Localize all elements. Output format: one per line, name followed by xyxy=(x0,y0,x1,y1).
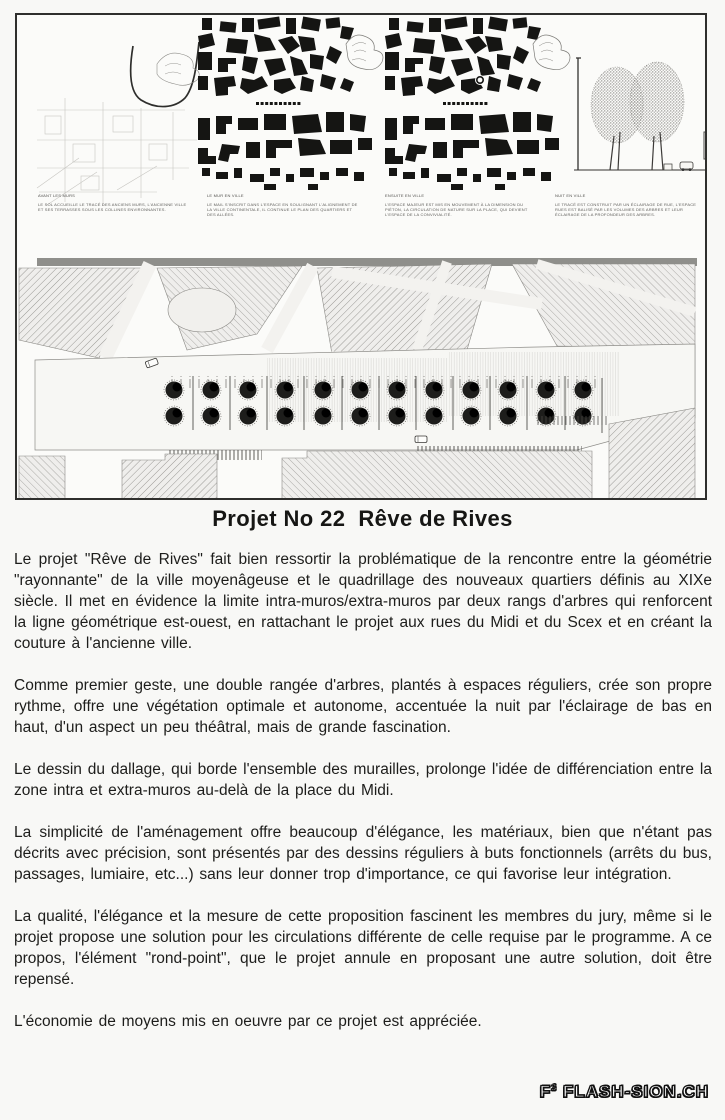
jury-report-text xyxy=(14,549,712,1053)
watermark-logo: F xyxy=(539,1082,552,1101)
sketch-map-before-walls xyxy=(37,42,199,206)
architectural-drawings xyxy=(17,15,705,498)
drawings-plate xyxy=(15,13,707,500)
panel-caption-text: L'ESPACE MAJEUR EST MIS EN MOUVEMENT À LA DIMENSION DU PIÉTON, LA CIRCULATION DE NATURE SUR LA PLACE, QUI DEVIENT L'ESPACE DE LA CONVIVIALITÉ. xyxy=(385,202,528,217)
panel-caption-text: LE SOL ACCUEILLE LE TRACÉ DES ANCIENS MURS, L'ANCIENNE VILLE ET SES TERRASSES SOUS LES COLLINES ENVIRONNANTES. xyxy=(38,202,187,212)
project-title: Projet No 22 Rêve de Rives xyxy=(212,506,513,531)
panel-caption-title: ENSUITE EN VILLE xyxy=(385,193,425,198)
watermark-logo-sup: 3 xyxy=(551,1082,558,1093)
paragraph-2: Comme premier geste, une double rangée d'arbres, plantés à espaces réguliers, crée son propre rythme, offre une végétation optimale et autonome, accentuée la nuit par l'éclairage de bas en haut, d'un aspect un peu théâtral, mais de grande fascination. xyxy=(14,677,712,736)
panel-caption-3 xyxy=(385,193,537,217)
figure-ground-map-2 xyxy=(385,17,570,190)
panel-caption-title: NUIT EN VILLE xyxy=(555,193,586,198)
paragraph-1: Le projet "Rêve de Rives" fait bien ressortir la problématique de la rencontre entre la géométrie "rayonnante" de la ville moyenâgeuse et le quadrillage des nouveaux quartiers définis au XIXe siècle. Il met en évidence la limite intra-muros/extra-muros par deux rangs d'arbres qui renforcent la ligne géométrique est-ouest, en rattachant le projet aux rues du Midi et du Scex et en créant la couture à l'ancienne ville. xyxy=(14,551,712,652)
panel-caption-title: LE MUR EN VILLE xyxy=(207,193,244,198)
figure-ground-map-1 xyxy=(198,17,383,190)
site-plan xyxy=(19,258,697,498)
panel-caption-1 xyxy=(38,193,190,212)
panel-caption-text: LE MAIL S'INSCRIT DANS L'ESPACE EN SOULIGNANT L'ALIGNEMENT DE LA VILLE CONTINENTALE, IL CONTINUE LE PLAN DES QUARTIERS ET DES ALLÉES. xyxy=(207,202,358,217)
panel-caption-2 xyxy=(207,193,359,217)
paragraph-4: La simplicité de l'aménagement offre beaucoup d'élégance, les matériaux, bien que n'étant pas décrits avec précision, sont présentés par des dessins réguliers à buts fonctionnels (arrêts du bus, passages, lumiaire, etc...) sans leur donner trop d'importance, ce qui favorise leur intégration. xyxy=(14,824,712,883)
paragraph-3: Le dessin du dallage, qui borde l'ensemble des murailles, prolonge l'idée de différenciation entre la zone intra et extra-muros au-delà de la place du Midi. xyxy=(14,761,712,799)
tree-elevation-sketch xyxy=(574,58,705,171)
paragraph-6: L'économie de moyens mis en oeuvre par ce projet est appréciée. xyxy=(14,1013,482,1030)
panel-caption-title: AVANT LES MURS xyxy=(38,193,76,198)
panel-caption-4 xyxy=(555,193,707,217)
paragraph-5: La qualité, l'élégance et la mesure de cette proposition fascinent les membres du jury, même si le projet propose une solution pour les circulations différente de celle requise par le programme. A ce propos, l'élément "rond-point", que le projet annule en proposant une autre solution, doit être repensé. xyxy=(14,908,712,988)
panel-caption-text: LE TRACÉ EST CONSTRUIT PAR UN ÉCLAIRAGE DE RUE, L'ESPACE RUES EST BALISÉ PAR LES VOLUMES DES ARBRES ET LEUR ÉCLAIRAGE DE LA PROFONDEUR DES ARBRES. xyxy=(555,202,697,217)
flash-sion-watermark xyxy=(540,1082,709,1102)
watermark-text: FLASH-SION.CH xyxy=(562,1082,709,1101)
